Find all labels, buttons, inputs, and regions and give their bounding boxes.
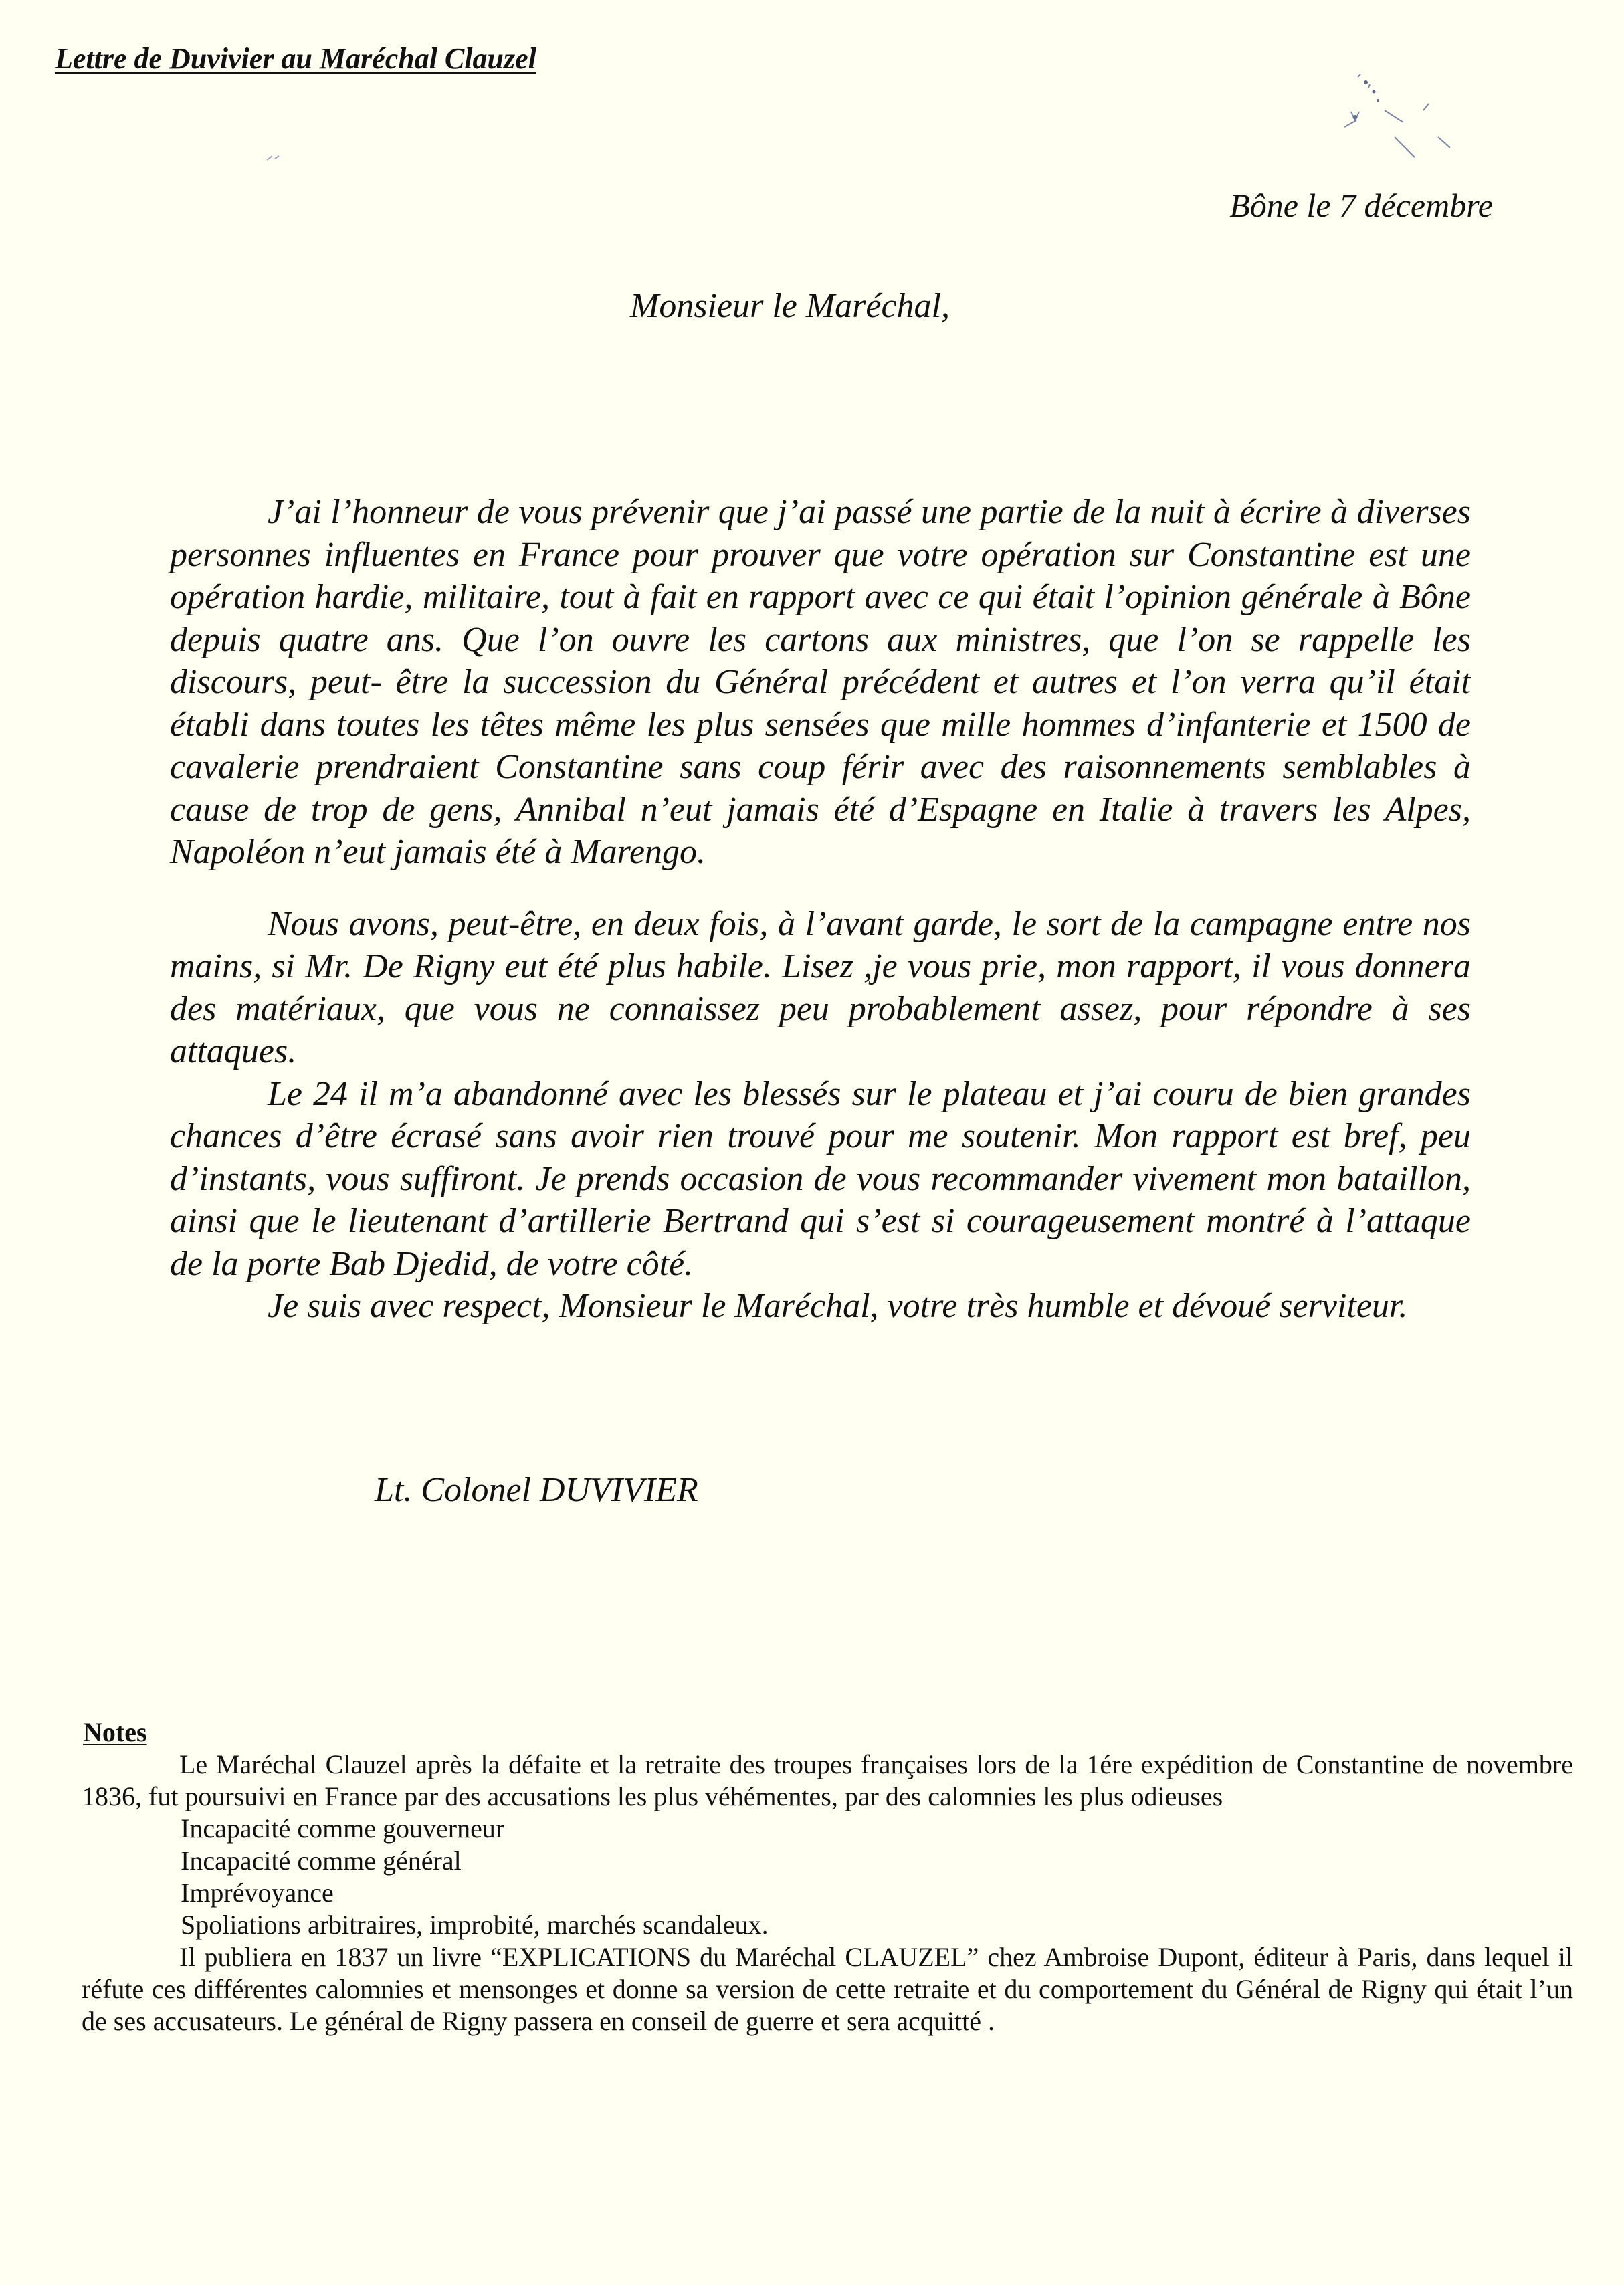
notes-section [82,1716,1573,2038]
signature: Lt. Colonel DUVIVIER [375,1471,698,1509]
notes-conclusion: Il publiera en 1837 un livre “EXPLICATIONS du Maréchal CLAUZEL” chez Ambroise Dupont, éditeur à Paris, dans lequel il réfute ces différentes calomnies et mensonges et donne sa version de cette retraite et du comportement du Général de Rigny qui était l’un de ses accusateurs. Le général de Rigny passera en conseil de guerre et sera acquitté . [82,1942,1573,2036]
accusation-item: Incapacité comme gouverneur [181,1813,505,1844]
accusation-item: Incapacité comme général [181,1846,462,1876]
place-date: Bône le 7 décembre [1229,187,1493,224]
letter-paragraph: Nous avons, peut-être, en deux fois, à l’avant garde, le sort de la campagne entre nos mains, si Mr. De Rigny eut été plus habile. Lisez ,je vous prie, mon rapport, il vous donnera des matériaux, que vous ne connaissez peu probablement assez, pour répondre à ses attaques. [170,904,1471,1070]
accusation-item: Spoliations arbitraires, improbité, marchés scandaleux. [181,1910,769,1940]
letter-paragraph: Je suis avec respect, Monsieur le Maréchal, votre très humble et dévoué serviteur. [268,1287,1408,1325]
letter-paragraph: J’ai l’honneur de vous prévenir que j’ai passé une partie de la nuit à écrire à diverses personnes influentes en France pour prouver que votre opération sur Constantine est une opération hardie, militaire, tout à fait en rapport avec ce qui était l’opinion générale à Bône depuis quatre ans. Que l’on ouvre les cartons aux ministres, que l’on se rappelle les discours, peut- être la succession du Général précédent et autres et l’on verra qu’il était établi dans toutes les têtes même les plus sensées que mille hommes d’infanterie et 1500 de cavalerie prendraient Constantine sans coup férir avec des raisonnements semblables à cause de trop de gens, Annibal n’eut jamais été d’Espagne en Italie à travers les Alpes, Napoléon n’eut jamais été à Marengo. [170,493,1471,871]
accusations-list [82,1813,1573,1941]
stray-mark [264,151,284,164]
notes-intro: Le Maréchal Clauzel après la défaite et la retraite des troupes françaises lors de la 1ére expédition de Constantine de novembre 1836, fut poursuivi en France par des accusations les plus véhémentes, par des calomnies les plus odieuses [82,1749,1573,1811]
salutation: Monsieur le Maréchal, [630,287,950,325]
notes-heading: Notes [83,1717,147,1747]
archival-pencil-marks [1304,64,1465,171]
page-title: Lettre de Duvivier au Maréchal Clauzel [55,42,536,75]
letter-body [170,491,1471,1328]
accusation-item: Imprévoyance [181,1878,334,1908]
letter-paragraph: Le 24 il m’a abandonné avec les blessés sur le plateau et j’ai couru de bien grandes chances d’être écrasé sans avoir rien trouvé pour me soutenir. Mon rapport est bref, peu d’instants, vous suffiront. Je prends occasion de vous recommander vivement mon bataillon, ainsi que le lieutenant d’artillerie Bertrand qui s’est si courageusement montré à l’attaque de la porte Bab Djedid, de votre côté. [170,1074,1471,1283]
